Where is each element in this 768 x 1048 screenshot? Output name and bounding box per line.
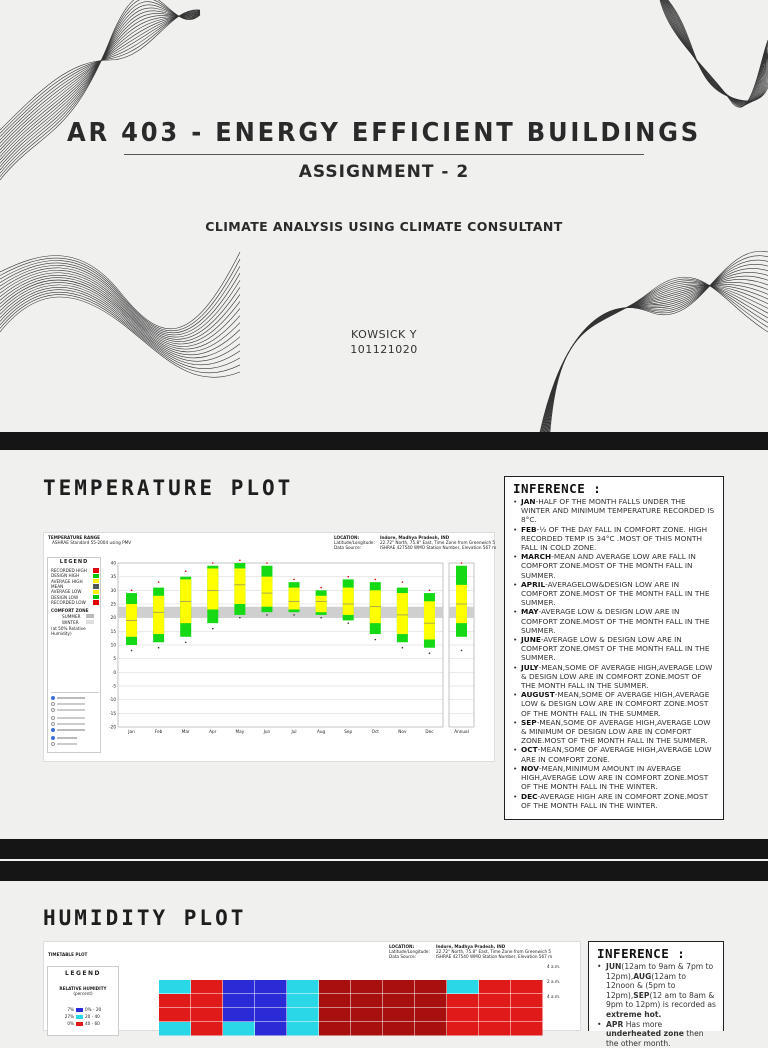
recorded-low-point: [212, 628, 214, 630]
humidity-cell: [511, 994, 543, 1008]
recorded-low-point: [158, 647, 160, 649]
humidity-bin-count: 0%: [67, 1021, 74, 1026]
slide-separator-band: [0, 432, 768, 450]
average-range-bar: [153, 596, 164, 634]
assignment-topic: CLIMATE ANALYSIS USING CLIMATE CONSULTANT: [205, 219, 563, 234]
average-range-bar: [316, 596, 327, 612]
x-tick-label: Sep: [344, 729, 353, 734]
recorded-low-point: [266, 614, 268, 616]
y-tick-label: 25: [110, 601, 116, 607]
recorded-high-point: [374, 579, 376, 581]
humidity-inference-list: [597, 962, 717, 1048]
wave-line: [0, 0, 200, 180]
inference-heading: INFERENCE :: [513, 481, 602, 496]
humidity-cell: [351, 994, 383, 1008]
location-value: Indore, Madhya Pradesh, IND: [436, 944, 506, 949]
humidity-cell: [479, 1008, 511, 1022]
radio-option[interactable]: [51, 722, 55, 726]
recorded-low-point: [320, 617, 322, 619]
y-tick-label: 15: [110, 628, 116, 634]
humidity-cell: [255, 980, 287, 994]
humidity-section-title: HUMIDITY PLOT: [43, 906, 247, 930]
humidity-cell: [223, 980, 255, 994]
humidity-cell: [319, 1008, 351, 1022]
comfort-zone-band: [118, 607, 443, 618]
humidity-cell: [415, 1022, 447, 1036]
inference-item: • APRIL-AVERAGELOW&DESIGN LOW ARE IN COMFORT ZONE.MOST OF THE MONTH FALL IN THE SUMMER.: [513, 580, 717, 608]
recorded-low-point: [131, 650, 133, 652]
humidity-cell: [287, 1022, 319, 1036]
wave-lines-decoration-top-right: [650, 0, 768, 120]
average-range-bar: [234, 568, 245, 604]
x-tick-label: Dec: [425, 729, 434, 734]
recorded-low-point: [239, 617, 241, 619]
humidity-cell: [447, 994, 479, 1008]
source-label: Data Source:: [334, 545, 362, 550]
recorded-low-point: [461, 650, 463, 652]
inference-item: • AUGUST-MEAN,SOME OF AVERAGE HIGH,AVERAGE LOW & DESIGN LOW ARE IN COMFORT ZONE.MOST OF THE MONTH FALL IN THE SUMMER.: [513, 690, 717, 718]
average-range-bar: [207, 568, 218, 609]
x-tick-label: Jan: [128, 729, 135, 734]
inference-item: • MARCH-MEAN AND AVERAGE LOW ARE FALL IN COMFORT ZONE.MOST OF THE MONTH FALL IN SUMMER.: [513, 552, 717, 580]
x-tick-label: Oct: [371, 729, 379, 734]
summer-swatch: [86, 614, 94, 618]
y-tick-label: -10: [109, 697, 116, 703]
recorded-high-point: [131, 590, 133, 592]
humidity-cell: [159, 1022, 191, 1036]
humidity-bin-swatch: [76, 1015, 83, 1019]
radio-option[interactable]: [51, 742, 55, 746]
radio-option[interactable]: [51, 696, 55, 700]
x-tick-label: Aug: [317, 729, 326, 734]
humidity-cell: [511, 1008, 543, 1022]
slide-separator-band: [0, 861, 768, 881]
x-tick-label: Jun: [263, 729, 271, 734]
recorded-high-point: [158, 581, 160, 583]
author-id: 101121020: [350, 343, 418, 356]
x-tick-label: Feb: [154, 729, 163, 734]
legend-heading: LEGEND: [65, 970, 101, 977]
chart-name: TEMPERATURE RANGE: [48, 535, 101, 540]
legend-unit: (percent): [73, 991, 93, 996]
legend-item-label: RECORDED LOW: [51, 599, 86, 605]
legend-heading: LEGEND: [59, 559, 89, 565]
winter-swatch: [86, 620, 94, 624]
humidity-cell: [383, 980, 415, 994]
humidity-cell: [287, 1008, 319, 1022]
recorded-high-point: [266, 562, 268, 564]
humidity-cell: [447, 980, 479, 994]
x-tick-label: May: [235, 729, 245, 734]
humidity-cell: [287, 994, 319, 1008]
latlong-value: 22.72° North, 75.8° East, Time Zone from Greenwich 5: [436, 949, 552, 954]
wave-line: [547, 285, 768, 432]
recorded-high-point: [347, 576, 349, 578]
inference-heading: INFERENCE :: [597, 946, 686, 961]
average-range-bar: [261, 577, 272, 607]
recorded-high-point: [402, 581, 404, 583]
wave-line: [662, 0, 768, 105]
humidity-cell: [351, 980, 383, 994]
x-tick-label: Jul: [291, 729, 297, 734]
legend-swatch: [93, 595, 99, 600]
humidity-cell: [223, 1008, 255, 1022]
comfort-zone-heading: COMFORT ZONE: [51, 608, 89, 613]
humidity-bin-count: 7%: [67, 1007, 74, 1012]
inference-item: • JUN(12am to 9am & 7pm to 12pm),AUG(12am to 12noon & (5pm to 12pm),SEP(12 am to 8am & 9pm to 12pm) is recorded as extreme hot.: [597, 962, 717, 1020]
slide-separator-band: [0, 839, 768, 859]
latlong-value: 22.72° North, 75.8° East, Time Zone from Greenwich 5: [380, 540, 496, 545]
title-slide: [0, 0, 768, 432]
location-value: Indore, Madhya Pradesh, IND: [380, 535, 450, 540]
author-name: KOWSICK Y: [351, 328, 417, 341]
legend-subheading: RELATIVE HUMIDITY: [59, 986, 107, 991]
humidity-legend: [47, 966, 119, 1036]
source-value: ISHRAE 427540 WMO Station Number, Elevation 567 m: [380, 545, 497, 550]
radio-option[interactable]: [51, 728, 55, 732]
humidity-cell: [383, 1008, 415, 1022]
temperature-slide: [0, 450, 768, 839]
humidity-cell: [319, 1022, 351, 1036]
humidity-cell: [319, 980, 351, 994]
humidity-bin-swatch: [76, 1022, 83, 1026]
chart-name: TIMETABLE PLOT: [48, 952, 88, 957]
humidity-cell: [255, 994, 287, 1008]
recorded-high-point: [212, 562, 214, 564]
radio-option[interactable]: [51, 702, 55, 706]
radio-option[interactable]: [51, 716, 55, 720]
humidity-cell: [287, 980, 319, 994]
x-tick-label: Mar: [181, 729, 190, 734]
recorded-high-point: [239, 559, 241, 561]
y-tick-label: 30: [110, 587, 116, 593]
legend-swatch: [93, 584, 99, 589]
recorded-low-point: [374, 639, 376, 641]
humidity-cell: [191, 1022, 223, 1036]
y-tick-label: -20: [109, 724, 116, 730]
humidity-cell: [415, 980, 447, 994]
recorded-high-point: [461, 562, 463, 564]
humidity-bin-label: 0% - 20: [85, 1007, 102, 1012]
legend-swatch: [93, 590, 99, 595]
humidity-cell: [479, 994, 511, 1008]
humidity-cell: [255, 1022, 287, 1036]
humidity-bin-count: 27%: [64, 1014, 74, 1019]
comfort-winter-label: WINTER: [62, 620, 79, 625]
temperature-range-chart: [43, 532, 495, 762]
comfort-summer-label: SUMMER: [62, 614, 81, 619]
y-tick-label: 20: [110, 615, 116, 621]
humidity-cell: [447, 1008, 479, 1022]
legend-swatch: [93, 568, 99, 573]
average-range-bar: [397, 593, 408, 634]
humidity-cell: [191, 994, 223, 1008]
humidity-cell: [383, 1022, 415, 1036]
wave-line: [548, 282, 768, 432]
inference-item: • APR Has more underheated zone then the other month.: [597, 1020, 717, 1048]
average-range-bar: [424, 601, 435, 639]
recorded-low-point: [293, 614, 295, 616]
inference-item: • FEB-½ OF THE DAY FALL IN COMFORT ZONE. HIGH RECORDED TEMP IS 34°C .MOST OF THIS MONTH FALL IN COLD ZONE.: [513, 525, 717, 553]
y-tick-label: -5: [111, 683, 116, 689]
humidity-cell: [223, 994, 255, 1008]
recorded-low-point: [429, 652, 431, 654]
chart-standard: ASHRAE Standard 55-2004 using PMV: [52, 540, 132, 545]
location-label: LOCATION:: [334, 535, 360, 540]
latlong-label: Latitude/Longitude:: [389, 949, 430, 954]
source-label: Data Source:: [389, 954, 417, 959]
humidity-bin-swatch: [76, 1008, 83, 1012]
temperature-inference-list: [513, 497, 717, 810]
legend-item-label: MEAN: [51, 584, 64, 590]
wave-line: [0, 10, 200, 133]
humidity-cell: [415, 994, 447, 1008]
recorded-high-point: [320, 587, 322, 589]
y-tick-label: 0: [113, 669, 116, 675]
x-tick-label: Annual: [454, 729, 469, 734]
x-tick-label: Apr: [209, 729, 217, 734]
inference-item: • JULY-MEAN,SOME OF AVERAGE HIGH,AVERAGE LOW & DESIGN LOW ARE IN COMFORT ZONE.MOST OF THE MONTH FALL IN THE SUMMER.: [513, 663, 717, 691]
average-range-bar: [289, 588, 300, 610]
y-tick-label: 5: [113, 656, 116, 662]
recorded-low-point: [185, 641, 187, 643]
inference-item: • JUNE-AVERAGE LOW & DESIGN LOW ARE IN COMFORT ZONE.OMST OF THE MONTH FALL IN THE SUMMER.: [513, 635, 717, 663]
wave-line: [665, 0, 768, 102]
inference-item: • DEC-AVERAGE HIGH ARE IN COMFORT ZONE.MOST OF THE MONTH FALL IN THE WINTER.: [513, 792, 717, 810]
legend-swatch: [93, 600, 99, 605]
humidity-cell: [255, 1008, 287, 1022]
humidity-cell: [447, 1022, 479, 1036]
wave-lines-decoration-right: [540, 222, 768, 432]
y-tick-label: -15: [109, 710, 116, 716]
temperature-legend: [47, 557, 101, 753]
x-tick-label: Nov: [398, 729, 407, 734]
inference-item: • JAN-HALF OF THE MONTH FALLS UNDER THE WINTER AND MINIMUM TEMPERATURE RECORDED IS 8°C.: [513, 497, 717, 525]
inference-item: • SEP-MEAN,SOME OF AVERAGE HIGH,AVERAGE LOW & MINIMUM OF DESIGN LOW ARE IN COMFORT ZONE.MOST OF THE MONTH FALL IN THE SUMMER.: [513, 718, 717, 746]
recorded-low-point: [402, 647, 404, 649]
humidity-cell: [383, 994, 415, 1008]
humidity-inference-box: [588, 941, 724, 1048]
humidity-cell: [191, 980, 223, 994]
latlong-label: Latitude/Longitude:: [334, 540, 375, 545]
inference-item: • MAY-AVERAGE LOW & DESIGN LOW ARE IN COMFORT ZONE.MOST OF THE MONTH FALL IN THE SUMMER.: [513, 607, 717, 635]
time-label: 2 a.m.: [547, 979, 561, 984]
humidity-cell: [191, 1008, 223, 1022]
humidity-cell: [511, 980, 543, 994]
course-title: AR 403 - ENERGY EFFICIENT BUILDINGS: [67, 118, 701, 148]
humidity-timetable-grid: [159, 982, 579, 1042]
legend-item-label: DESIGN HIGH: [51, 573, 80, 579]
legend-swatch: [93, 574, 99, 579]
humidity-cell: [223, 1022, 255, 1036]
legend-swatch: [93, 579, 99, 584]
humidity-cell: [511, 1022, 543, 1036]
wave-line: [540, 251, 768, 432]
y-tick-label: 10: [110, 642, 116, 648]
humidity-bin-label: 20 - 40: [85, 1014, 100, 1019]
humidity-cell: [415, 1008, 447, 1022]
title-divider: [124, 154, 644, 155]
display-options: [51, 692, 99, 746]
legend-item-label: AVERAGE LOW: [51, 589, 82, 595]
humidity-cell: [479, 1022, 511, 1036]
wave-line: [661, 0, 768, 106]
radio-option[interactable]: [51, 736, 55, 740]
humidity-cell: [319, 994, 351, 1008]
recorded-high-point: [429, 590, 431, 592]
comfort-note: (at 50% Relative Humidity): [51, 626, 86, 636]
recorded-low-point: [347, 622, 349, 624]
legend-item-label: RECORDED HIGH: [51, 568, 87, 574]
radio-option[interactable]: [51, 708, 55, 712]
recorded-high-point: [293, 579, 295, 581]
humidity-cell: [159, 994, 191, 1008]
temperature-section-title: TEMPERATURE PLOT: [43, 476, 294, 500]
legend-item-label: DESIGN LOW: [51, 594, 79, 600]
wave-line: [545, 284, 768, 432]
humidity-cell: [351, 1022, 383, 1036]
legend-item-label: AVERAGE HIGH: [51, 578, 83, 584]
y-tick-label: 35: [110, 574, 116, 580]
humidity-cell: [159, 1008, 191, 1022]
time-label: 4 a.m.: [547, 964, 561, 969]
humidity-slide: [0, 881, 768, 1048]
humidity-bin-label: 40 - 60: [85, 1021, 100, 1026]
humidity-cell: [351, 1008, 383, 1022]
temperature-plot-area: [104, 557, 494, 757]
inference-item: • OCT-MEAN,SOME OF AVERAGE HIGH,AVERAGE LOW ARE IN COMFORT ZONE.: [513, 745, 717, 763]
location-label: LOCATION:: [389, 944, 415, 949]
humidity-timetable-chart: [43, 941, 581, 1031]
temperature-inference-box: [504, 476, 724, 820]
source-value: ISHRAE 427540 WMO Station Number, Elevation 567 m: [436, 954, 553, 959]
recorded-high-point: [185, 570, 187, 572]
average-range-bar: [343, 588, 354, 615]
humidity-cell: [159, 980, 191, 994]
humidity-cell: [479, 980, 511, 994]
assignment-title: ASSIGNMENT - 2: [298, 162, 470, 182]
wave-line: [0, 10, 200, 130]
inference-item: • NOV-MEAN,MINIMUM AMOUNT IN AVERAGE HIGH,AVERAGE LOW ARE IN COMFORT ZONE.MOST OF THE MONTH FALL IN THE WINTER.: [513, 764, 717, 792]
time-label: 4 a.m.: [547, 994, 561, 999]
y-tick-label: 40: [110, 560, 116, 566]
